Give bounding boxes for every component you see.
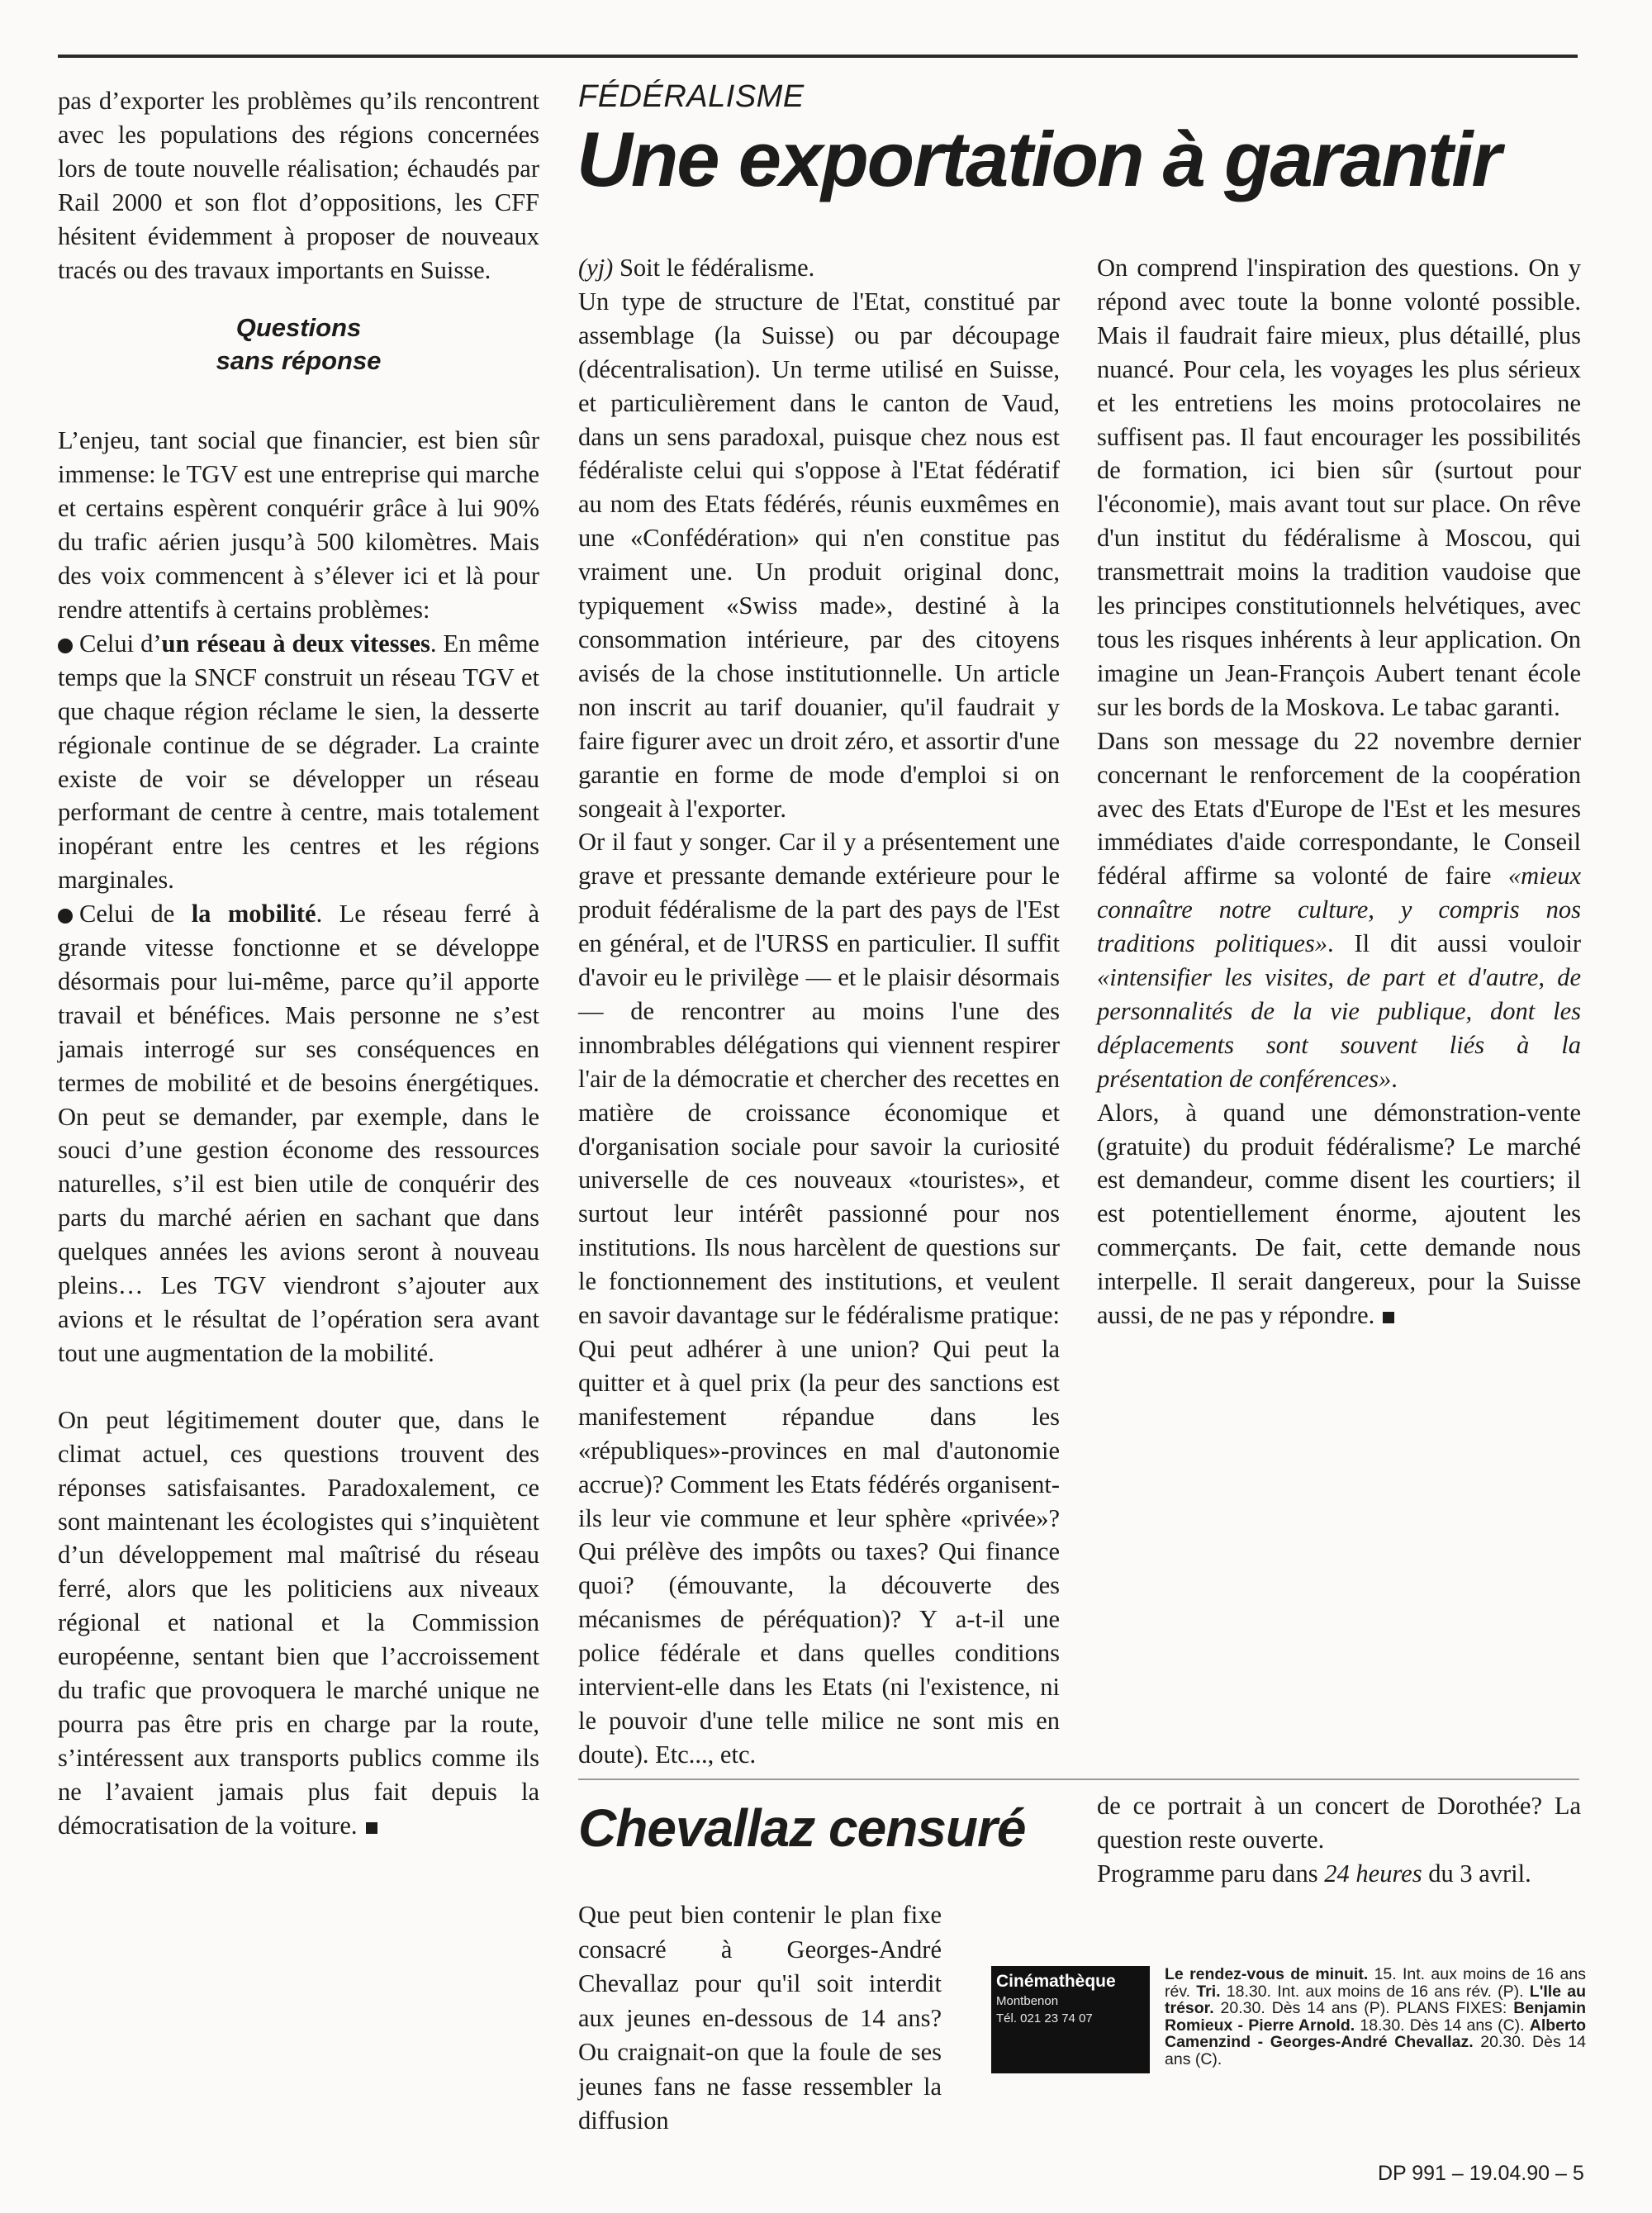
short-article-column-left: [578, 1898, 942, 2139]
subheading-line-2: sans réponse: [216, 346, 382, 376]
cinema-listing: [991, 1966, 1588, 2077]
article-paragraph-1: [578, 251, 1060, 285]
short-article-text-a: Que peut bien contenir le plan fixe consacré à Georges-André Chevallaz pour qu'il soit interdit aux jeunes en-dessous de 14 ans? Ou craignait-on que la foule de ses jeunes fans ne fasse ressembler la diffusion: [578, 1901, 942, 2135]
bullet-2-rest: . Le réseau ferré à grande vitesse fonctionne et se développe désormais pour lui-même, parce qu’il apporte travail et bénéfices. Mais personne ne s’est jamais interrogé sur ses conséquences en termes de mobilité et de besoins énergétiques. On peut se demander, par exemple, dans le souci d’une gestion économe des ressources naturelles, s’il est bien utile de conquérir des parts du marché aérien en sachant que dans quelques années les avions seront à nouveau pleins… Les TGV viendront s’ajouter aux avions et le résultat de l’opération sera avant tout une augmentation de la mobilité.: [58, 900, 539, 1367]
article-kicker: FÉDÉRALISME: [578, 79, 805, 114]
film-title: Le rendez-vous de minuit.: [1165, 1965, 1369, 1983]
bullet-2-lead: Celui de: [79, 900, 192, 928]
cinema-program: [1165, 1966, 1586, 2068]
bullet-1-rest: . En même temps que la SNCF construit un réseau TGV et que chaque région réclame le sien, la desserte régionale continue de se dégrader. La crainte existe de voir se développer un réseau performant de centre à centre, mais totalement inopérant entre les centres et les régions marginales.: [58, 629, 539, 895]
bullet-1-bold: un réseau à deux vitesses: [161, 629, 430, 658]
article-title: Une exportation à garantir: [577, 116, 1500, 202]
bullet-paragraph-1: [58, 627, 539, 897]
cinema-phone: Tél. 021 23 74 07: [996, 2011, 1093, 2025]
source-text-a: Programme paru dans: [1097, 1859, 1325, 1888]
source-newspaper: 24 heures: [1324, 1859, 1422, 1888]
cinema-name: Cinémathèque: [996, 1972, 1116, 1991]
end-mark-icon: [366, 1822, 377, 1834]
film-title: Tri.: [1196, 1982, 1221, 2001]
article-paragraph-1-text: Soit le fédéralisme.: [619, 254, 815, 282]
article-paragraph-6: [1097, 1096, 1581, 1332]
article-paragraph-5: [1097, 724, 1581, 1096]
p5-text-c: .: [1391, 1064, 1398, 1093]
section-divider: [578, 1778, 1579, 1780]
bullet-paragraph-2: [58, 897, 539, 1370]
article-column-middle: [578, 251, 1060, 1772]
cinema-label-box: [991, 1966, 1150, 2073]
bullet-icon: [58, 639, 73, 653]
left-column: [58, 84, 539, 1843]
film-info: 20.30. Dès 14 ans (C).: [1165, 2033, 1586, 2068]
film-info: 15. Int. aux moins de 16 ans rév.: [1165, 1965, 1586, 2001]
short-article-source: [1097, 1857, 1581, 1891]
bullet-icon: [58, 909, 73, 924]
source-text-b: du 3 avril.: [1422, 1859, 1531, 1888]
left-paragraph-2: L’enjeu, tant social que financier, est bien sûr immense: le TGV est une entreprise qui marche et certains espèrent conquérir grâce à lui 90% du trafic aérien jusqu’à 500 kilomètres. Mais des voix commencent à s’élever ici et là pour rendre attentifs à certains problèmes:: [58, 426, 539, 624]
article-paragraph-2: Un type de structure de l'Etat, constitué par assemblage (la Suisse) ou par découpage (décentralisation). Un terme utilisé en Suisse, et particulièrement dans le canton de Vaud, dans un sens paradoxal, puisque chez nous est fédéraliste celui qui s'oppose à l'Etat fédératif au nom des Etats fédérés, réunis euxmêmes en une «Confédération» qui n'en constitue pas vraiment une. Un produit original donc, typiquement «Swiss made», destiné à la consommation intérieure, par des citoyens avisés de la chose institutionnelle. Un article non inscrit au tarif douanier, qu'il faudrait y faire figurer avec un droit zéro, et assortir d'une garantie en forme de mode d'emploi si on songeait à l'exporter.: [578, 287, 1060, 823]
article-column-right: [1097, 251, 1581, 1332]
film-info: 18.30. Dès 14 ans (C).: [1355, 2016, 1530, 2035]
film-title: Alberto Camenzind - Georges-André Chevallaz.: [1165, 2016, 1586, 2051]
short-article-column-right: [1097, 1789, 1581, 1891]
author-initials: (yj): [578, 254, 614, 282]
film-title: Benjamin Romieux - Pierre Arnold.: [1165, 1999, 1586, 2035]
short-article-text-b: de ce portrait à un concert de Dorothée? La question reste ouverte.: [1097, 1792, 1581, 1854]
short-article-title: Chevallaz censuré: [578, 1798, 1026, 1858]
left-paragraph-3-text: On peut légitimement douter que, dans le climat actuel, ces questions trouvent des réponses satisfaisantes. Paradoxalement, ce sont maintenant les écologistes qui s’inquiètent d’un développement mal maîtrisé du réseau ferré, alors que les politiciens aux niveaux régional et national et la Commission européenne, sentant bien que l’accroissement du trafic que provoquera le marché unique ne pourra pas être pris en charge par la route, s’intéressent aux transports publics comme ils ne l’avaient jamais plus fait depuis la démocratisation de la voiture.: [58, 1405, 539, 1840]
subheading: [58, 311, 539, 378]
p5-text-a: Dans son message du 22 novembre dernier concernant le renforcement de la coopération avec des Etats d'Europe de l'Est et les mesures immédiates d'aide correspondante, le Conseil fédéral affirme sa volonté de faire: [1097, 726, 1581, 890]
article-paragraph-3: Or il faut y songer. Car il y a présentement une grave et pressante demande extérieure pour le produit fédéralisme de la part des pays de l'Est en général, et de l'URSS en particulier. Il suffit d'avoir eu le privilège — et le plaisir désormais — de rencontrer au moins l'une des innombrables délégations qui viennent respirer l'air de la démocratie et chercher des recettes en matière de croissance économique et d'organisation sociale pour savoir la curiosité universelle de ces nouveaux «touristes», et surtout leur intérêt passionné pour nos institutions. Ils nous harcèlent de questions sur le fonctionnement des institutions, et veulent en savoir davantage sur le fédéralisme pratique: Qui peut adhérer à une union? Qui peut la quitter et à quel prix (la peur des sanctions est manifestement répandue dans les «républiques»-provinces en mal d'autonomie accrue)? Comment les Etats fédérés organisent-ils leur vie commune et leur sphère «privée»? Qui prélève des impôts ou taxes? Qui finance quoi? (émouvante, la découverte des mécanismes de péréquation)? Y a-t-il une police fédérale et dans quelles conditions intervient-elle dans les Etats (ni l'existence, ni le pouvoir d'une telle milice ne sont mis en doute). Etc..., etc.: [578, 828, 1060, 1769]
p5-text-b: . Il dit aussi vouloir: [1327, 929, 1582, 958]
bullet-2-bold: la mobilité: [191, 900, 316, 928]
article-paragraph-4: On comprend l'inspiration des questions. On y répond avec toute la bonne volonté possible. Mais il faudrait faire mieux, plus détaillé, plus nuancé. Pour cela, les voyages les plus sérieux et les entretiens les moins protocolaires ne suffisent pas. Il faut encourager les possibilités de formation, ici bien sûr (surtout pour l'économie), mais avant tout sur place. On rêve d'un institut du fédéralisme à Moscou, qui transmettrait moins la tradition vaudoise que les principes constitutionnels helvétiques, avec tous les risques inhérents à leur application. On imagine un Jean-François Aubert tenant école sur les bords de la Moskova. Le tabac garanti.: [1097, 254, 1581, 721]
p5-quote-1: «mieux connaître notre culture, y compris nos traditions politiques»: [1097, 862, 1581, 958]
bullet-1-lead: Celui d’: [79, 629, 162, 658]
left-paragraph-3: [58, 1403, 539, 1843]
cinema-place: Montbenon: [996, 1994, 1059, 2008]
film-info: 20.30. Dès 14 ans (P). PLANS FIXES:: [1213, 1999, 1514, 2017]
left-paragraph-1: pas d’exporter les problèmes qu’ils rencontrent avec les populations des régions concernées lors de toute nouvelle réalisation; échaudés par Rail 2000 et son flot d’oppositions, les CFF hésitent évidemment à proposer de nouveaux tracés ou des travaux importants en Suisse.: [58, 87, 539, 284]
end-mark-icon: [1383, 1312, 1394, 1323]
film-info: 18.30. Int. aux moins de 16 ans rév. (P).: [1220, 1982, 1530, 2001]
film-title: L'Ile au trésor.: [1165, 1982, 1586, 2017]
top-rule: [58, 55, 1578, 58]
subheading-line-1: Questions: [235, 313, 362, 343]
article-paragraph-6-text: Alors, à quand une démonstration-vente (gratuite) du produit fédéralisme? Le marché est demandeur, comme disent les courtiers; il est potentiellement énorme, ajoutent les commerçants. De fait, cette demande nous interpelle. Il serait dangereux, pour la Suisse aussi, de ne pas y répondre.: [1097, 1098, 1581, 1330]
p5-quote-2: «intensifier les visites, de part et d'autre, de personnalités de la vie publique, dont les déplacements sont souvent liés à la présentation de conférences»: [1097, 963, 1581, 1093]
page-footer: DP 991 – 19.04.90 – 5: [1378, 2162, 1584, 2185]
